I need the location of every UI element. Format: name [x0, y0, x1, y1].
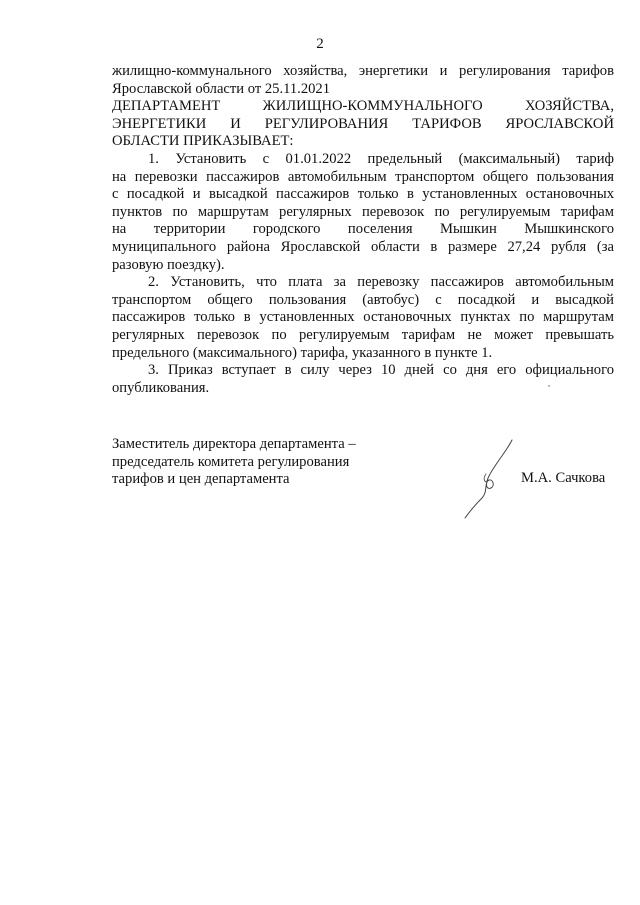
- item-1-line: пунктов по маршрутам регулярных перевозок по регулируемым тарифам: [112, 203, 614, 220]
- order-item-3: [112, 362, 614, 397]
- item-1-line: 1. Установить с 01.01.2022 предельный (максимальный) тариф: [148, 150, 614, 167]
- handwritten-signature: [462, 438, 522, 520]
- order-heading-line-2: ЭНЕРГЕТИКИ И РЕГУЛИРОВАНИЯ ТАРИФОВ ЯРОСЛАВСКОЙ: [112, 115, 614, 132]
- item-1-line: муниципального района Ярославской области в размере 27,24 рубля (за: [112, 238, 614, 255]
- item-1-line: с посадкой и высадкой пассажиров только в установленных остановочных: [112, 186, 614, 203]
- signatory-title-line: тарифов и цен департамента: [112, 471, 290, 488]
- page-number: 2: [316, 36, 324, 52]
- item-2-line: предельного (максимального) тарифа, указанного в пункте 1.: [112, 344, 493, 361]
- item-2-line: 2. Установить, что плата за перевозку пассажиров автомобильным: [148, 274, 614, 291]
- item-1-line: разовую поездку).: [112, 256, 225, 273]
- document-body: [112, 63, 614, 397]
- item-2-line: транспортом общего пользования (автобус) с посадкой и высадкой: [112, 291, 614, 308]
- order-heading-line-3: ОБЛАСТИ ПРИКАЗЫВАЕТ:: [112, 133, 294, 150]
- order-heading-line-1: ДЕПАРТАМЕНТ ЖИЛИЩНО-КОММУНАЛЬНОГО ХОЗЯЙСТВА,: [112, 98, 614, 115]
- signatory-title-line: Заместитель директора департамента –: [112, 436, 356, 452]
- order-item-2: [112, 274, 614, 362]
- item-1-line: на территории городского поселения Мышкин Мышкинского: [112, 221, 614, 238]
- item-3-line: 3. Приказ вступает в силу через 10 дней со дня его официального: [148, 362, 614, 379]
- item-3-line: опубликования.: [112, 379, 210, 396]
- intro-line-1: жилищно-коммунального хозяйства, энергетики и регулирования тарифов: [112, 63, 614, 79]
- order-item-1: [112, 151, 614, 274]
- item-2-line: регулярных перевозок по регулируемым тарифам не может превышать: [112, 326, 614, 343]
- signatory-title: [112, 436, 356, 489]
- signatory-name: М.А. Сачкова: [521, 470, 606, 486]
- intro-line-2: Ярославской области от 25.11.2021: [112, 80, 331, 97]
- signatory-title-line: председатель комитета регулирования: [112, 453, 350, 470]
- item-1-line: на перевозки пассажиров автомобильным транспортом общего пользования: [112, 168, 614, 185]
- item-2-line: пассажиров только в установленных остановочных пунктах по маршрутам: [112, 309, 614, 326]
- scan-speck: [548, 385, 550, 387]
